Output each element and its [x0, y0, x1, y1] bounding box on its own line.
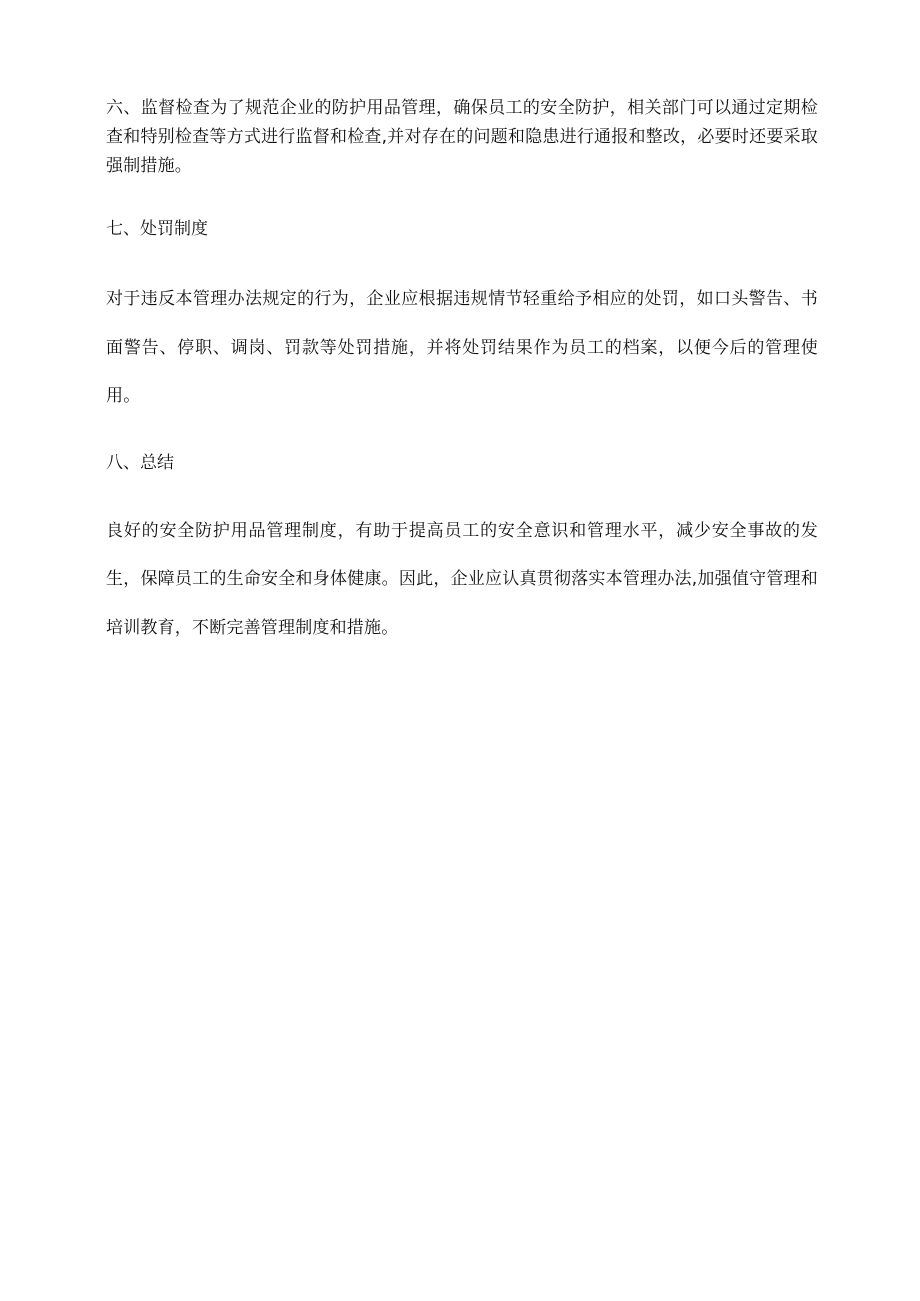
section-eight-heading: 八、总结 — [106, 452, 174, 473]
document-page — [106, 94, 818, 652]
section-eight-paragraph: 良好的安全防护用品管理制度，有助于提高员工的安全意识和管理水平，减少安全事故的发生，保障员工的生命安全和身体健康。因此，企业应认真贯彻落实本管理办法,加强值守管理和培训教育，不断完善管理制度和措施。 — [106, 520, 818, 638]
section-six-paragraph: 六、监督检查为了规范企业的防护用品管理，确保员工的安全防护，相关部门可以通过定期检查和特别检查等方式进行监督和检查,并对存在的问题和隐患进行通报和整改，必要时还要采取强制措施。 — [106, 98, 818, 176]
section-seven-paragraph: 对于违反本管理办法规定的行为，企业应根据违规情节轻重给予相应的处罚，如口头警告、书面警告、停职、调岗、罚款等处罚措施，并将处罚结果作为员工的档案，以便今后的管理使用。 — [106, 289, 818, 406]
section-seven-heading: 七、处罚制度 — [106, 219, 208, 239]
